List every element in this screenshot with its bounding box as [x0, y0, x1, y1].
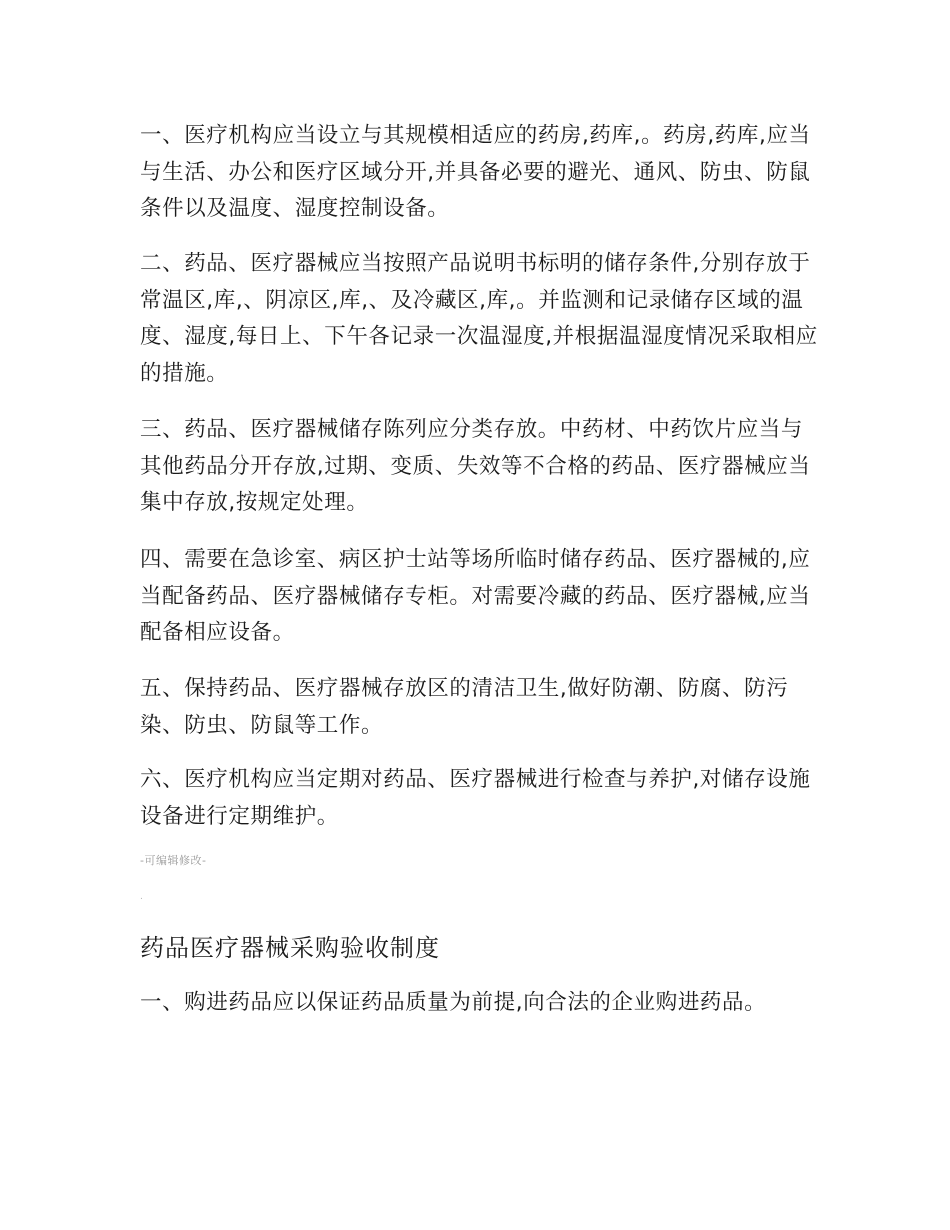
section2-paragraph-1: 一、购进药品应以保证药品质量为前提,向合法的企业购进药品。	[140, 990, 767, 1015]
paragraph-6: 六、医疗机构应当定期对药品、医疗器械进行检查与养护,对储存设施设备进行定期维护。	[140, 767, 811, 829]
editable-footer-note: -可编辑修改-	[140, 854, 207, 867]
separator-dot: .	[140, 892, 143, 902]
paragraph-5: 五、保持药品、医疗器械存放区的清洁卫生,做好防潮、防腐、防污染、防虫、防鼠等工作。	[140, 676, 789, 738]
paragraph-1: 一、医疗机构应当设立与其规模相适应的药房,药库,。药房,药库,应当与生活、办公和医疗区域分开,并具备必要的避光、通风、防虫、防鼠条件以及温度、湿度控制设备。	[140, 123, 811, 221]
paragraph-3: 三、药品、医疗器械储存陈列应分类存放。中药材、中药饮片应当与其他药品分开存放,过期、变质、失效等不合格的药品、医疗器械应当集中存放,按规定处理。	[140, 417, 811, 515]
section-title: 药品医疗器械采购验收制度	[140, 934, 440, 962]
paragraph-2: 二、药品、医疗器械应当按照产品说明书标明的储存条件,分别存放于常温区,库,、阴凉区,库,、及冷藏区,库,。并监测和记录储存区域的温度、湿度,每日上、下午各记录一次温湿度,并根据温湿度情况采取相应的措施。	[140, 251, 818, 386]
paragraph-4: 四、需要在急诊室、病区护士站等场所临时储存药品、医疗器械的,应当配备药品、医疗器械储存专柜。对需要冷藏的药品、医疗器械,应当配备相应设备。	[140, 547, 811, 645]
